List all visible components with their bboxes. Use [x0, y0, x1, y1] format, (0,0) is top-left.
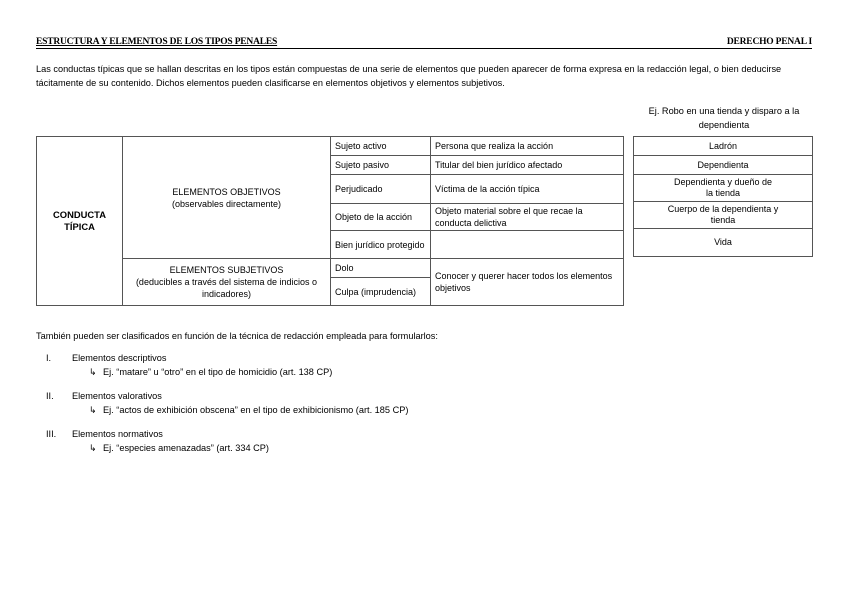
list-number: III.	[46, 429, 57, 439]
row-label: Sujeto activo	[331, 137, 431, 156]
example-title: Ej. Robo en una tienda y disparo a la dependienta	[648, 106, 800, 130]
list-title: Elementos descriptivos	[72, 353, 167, 363]
classification-intro: También pueden ser clasificados en función de la técnica de redacción empleada para formularlos:	[36, 331, 438, 341]
example-table	[633, 136, 813, 257]
page-header	[36, 37, 812, 49]
objetivos-subtitle: (observables directamente)	[171, 198, 282, 209]
row-desc: Víctima de la acción típica	[431, 175, 624, 204]
subject-title: DERECHO PENAL I	[726, 37, 812, 47]
list-title: Elementos normativos	[72, 429, 163, 439]
example-row: Ladrón	[634, 137, 813, 156]
example-row-text: Dependienta y dueño de la tienda	[673, 177, 773, 198]
list-example-text: Ej. “matare” u “otro” en el tipo de homicidio (art. 138 CP)	[103, 367, 333, 377]
objetivos-cell	[123, 137, 331, 259]
row-desc: Persona que realiza la acción	[431, 137, 624, 156]
list-title: Elementos valorativos	[72, 391, 162, 401]
row-label: Sujeto pasivo	[331, 156, 431, 175]
row-label: Perjudicado	[331, 175, 431, 204]
list-example-text: Ej. “especies amenazadas” (art. 334 CP)	[103, 443, 269, 453]
list-number: II.	[46, 391, 54, 401]
row-desc	[431, 231, 624, 259]
list-example	[89, 443, 269, 454]
subjetivos-subtitle: (deducibles a través del sistema de indicios o indicadores)	[135, 277, 318, 299]
row-label: Dolo	[331, 259, 431, 278]
list-example	[89, 367, 332, 378]
intro-paragraph: Las conductas típicas que se hallan descritas en los tipos están compuestas de una serie de elementos que pueden aparecer de forma expresa en la redacción legal, o bien deducirse tácitamente de su contenido. Dichos elementos pueden clasificarse en elementos objetivos y elementos subjetivos.	[36, 64, 782, 88]
example-row-text: Cuerpo de la dependienta y tienda	[667, 204, 779, 225]
list-example-text: Ej. “actos de exhibición obscena” en el tipo de exhibicionismo (art. 185 CP)	[103, 405, 409, 415]
row-label: Culpa (imprudencia)	[331, 278, 431, 306]
arrow-icon: ↳	[89, 405, 97, 415]
conducta-tipica-label: CONDUCTA TÍPICA	[53, 209, 106, 232]
example-row	[634, 202, 813, 229]
subjetivos-title: ELEMENTOS SUBJETIVOS	[169, 265, 284, 275]
subjetivos-cell	[123, 259, 331, 306]
arrow-icon: ↳	[89, 443, 97, 453]
arrow-icon: ↳	[89, 367, 97, 377]
list-number: I.	[46, 353, 52, 363]
conducta-tipica-cell	[37, 137, 123, 306]
list-example	[89, 405, 408, 416]
example-row: Dependienta	[634, 156, 813, 175]
example-row: Vida	[634, 229, 813, 257]
row-desc: Titular del bien jurídico afectado	[431, 156, 624, 175]
row-label: Bien jurídico protegido	[331, 231, 431, 259]
row-desc: Objeto material sobre el que recae la conducta delictiva	[431, 204, 624, 231]
document-title: ESTRUCTURA Y ELEMENTOS DE LOS TIPOS PENALES	[36, 37, 278, 47]
row-label: Objeto de la acción	[331, 204, 431, 231]
example-row	[634, 175, 813, 202]
elements-table	[36, 136, 624, 306]
subjetivos-desc: Conocer y querer hacer todos los elementos objetivos	[431, 259, 624, 306]
objetivos-title: ELEMENTOS OBJETIVOS	[172, 186, 281, 197]
